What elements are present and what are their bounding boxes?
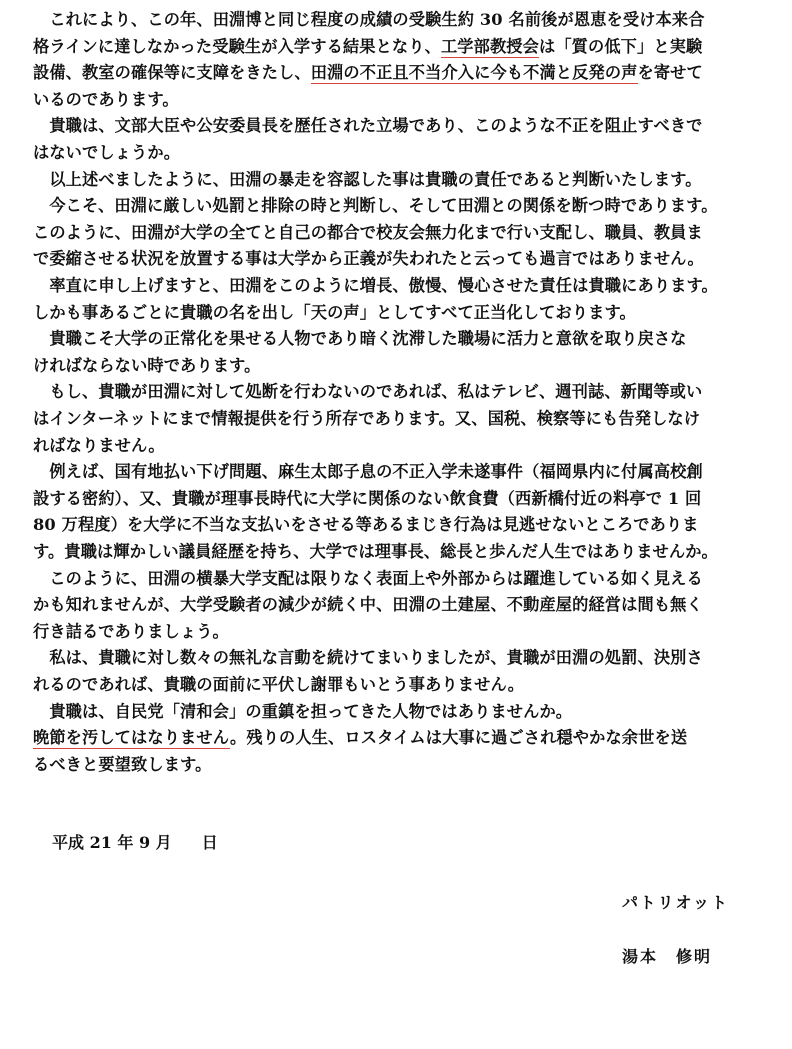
text-segment: 。残りの人生、ロスタイムは大事に過ごされ穏やかな余世を送: [230, 728, 688, 748]
text-line: [33, 644, 703, 672]
text-segment: 設備、教室の確保等に支障をきたし、: [33, 63, 311, 83]
text-segment: 設する密約）、又、貴職が理事長時代に大学に関係のない飲食費（西新橋付近の料亭で 1 回: [33, 488, 702, 508]
text-segment: 行き詰るでありましょう。: [33, 621, 229, 641]
text-segment: で委縮させる状況を放置する事は大学から正義が失われたと云っても過言ではありません。: [33, 249, 704, 269]
text-segment: 率直に申し上げますと、田淵をこのように増長、傲慢、慢心させた責任は貴職にあります。: [33, 276, 718, 295]
text-segment: 貴職こそ大学の正常化を果せる人物であり暗く沈滞した職場に活力と意欲を取り戻さな: [33, 329, 687, 349]
signature-surname: 湯本: [622, 947, 659, 966]
text-line: [33, 86, 179, 114]
text-segment: 私は、貴職に対し数々の無礼な言動を続けてまいりましたが、貴職が田淵の処罰、決別さ: [33, 648, 703, 668]
text-line: [33, 245, 704, 273]
text-line: [33, 325, 687, 353]
text-line: [33, 166, 702, 194]
text-line: [33, 511, 699, 539]
text-line: [33, 299, 636, 327]
text-line: [33, 618, 229, 646]
underlined-phrase: 晩節を汚してはなりません: [33, 728, 231, 748]
text-segment: このように、田淵の横暴大学支配は限りなく表面上や外部からは躍進している如く見える: [33, 568, 703, 588]
text-segment: ければならない時であります。: [33, 355, 261, 375]
text-line: [33, 378, 702, 406]
text-segment: 以上述べましたように、田淵の暴走を容認した事は貴職の責任であると判断いたします。: [33, 169, 702, 189]
text-segment: もし、貴職が田淵に対して処断を行わないのであれば、私はテレビ、週刊誌、新聞等或い: [33, 382, 703, 402]
text-segment: このように、田淵が大学の全てと自己の都合で校友会無力化まで行い支配し、職員、教員ま: [33, 222, 703, 242]
text-segment: 貴職は、文部大臣や公安委員長を歴任された立場であり、このような不正を阻止すべきで: [33, 116, 703, 136]
date-line: [52, 830, 218, 853]
signature-person: [622, 944, 712, 967]
text-line: [33, 724, 687, 752]
text-line: [33, 112, 703, 140]
text-line: [33, 192, 718, 220]
text-line: [33, 751, 211, 779]
signature-given: 修明: [676, 947, 713, 966]
text-segment: いるのであります。: [33, 89, 179, 109]
text-segment: 今こそ、田淵に厳しい処罰と排除の時と判断し、そして田淵との関係を断つ時であります。: [33, 196, 718, 216]
text-line: [33, 485, 701, 513]
text-line: [33, 698, 572, 726]
text-segment: す。貴職は輝かしい議員経歴を持ち、大学では理事長、総長と歩んだ人生ではありませんか。: [33, 542, 718, 561]
text-segment: ればなりません。: [33, 435, 165, 455]
text-line: [33, 59, 703, 87]
text-segment: を寄せて: [637, 63, 703, 83]
text-segment: るべきと要望致します。: [33, 754, 212, 774]
underlined-phrase: 工学部教授会: [440, 36, 539, 56]
text-line: [33, 432, 165, 460]
text-segment: れるのであれば、貴職の面前に平伏し謝罪もいとう事ありません。: [33, 675, 525, 694]
text-line: [33, 33, 702, 61]
date-day: 日: [201, 833, 218, 852]
underlined-phrase: 田淵の不正且不当介入に今も不満と反発の声: [310, 63, 638, 83]
text-segment: 例えば、国有地払い下げ問題、麻生太郎子息の不正入学未遂事件（福岡県内に付属高校創: [33, 462, 703, 482]
text-line: [33, 272, 718, 300]
text-segment: 貴職は、自民党「清和会」の重鎮を担ってきた人物ではありませんか。: [33, 701, 573, 721]
signature-org: パトリオット: [622, 893, 730, 912]
text-segment: はないでしょうか。: [33, 143, 181, 162]
text-line: [33, 458, 703, 486]
text-segment: 80 万程度）を大学に不当な支払いをさせる等あるまじき行為は見逃せないところでありま: [33, 515, 699, 535]
text-line: [33, 565, 703, 593]
text-line: [33, 352, 260, 380]
text-line: [33, 671, 524, 699]
text-line: [33, 139, 180, 167]
text-line: [33, 591, 703, 619]
date-era-year: 平成 21 年 9 月: [52, 833, 172, 852]
text-segment: はインターネットにまで情報提供を行う所存であります。又、国税、検察等にも告発しなけ: [33, 409, 701, 428]
text-segment: は「質の低下」と実験: [538, 36, 703, 56]
text-line: [33, 405, 700, 433]
text-line: [33, 6, 705, 34]
text-segment: かも知れませんが、大学受験者の減少が続く中、田淵の土建屋、不動産屋的経営は間も無く: [33, 595, 703, 615]
text-line: [33, 538, 718, 566]
text-segment: 格ラインに達しなかった受験生が入学する結果となり、: [33, 36, 441, 56]
text-segment: しかも事あるごとに貴職の名を出し「天の声」としてすべて正当化しております。: [33, 302, 636, 322]
text-line: [33, 219, 703, 247]
text-segment: これにより、この年、田淵博と同じ程度の成績の受験生約 30 名前後が恩恵を受け本来合: [33, 10, 705, 29]
